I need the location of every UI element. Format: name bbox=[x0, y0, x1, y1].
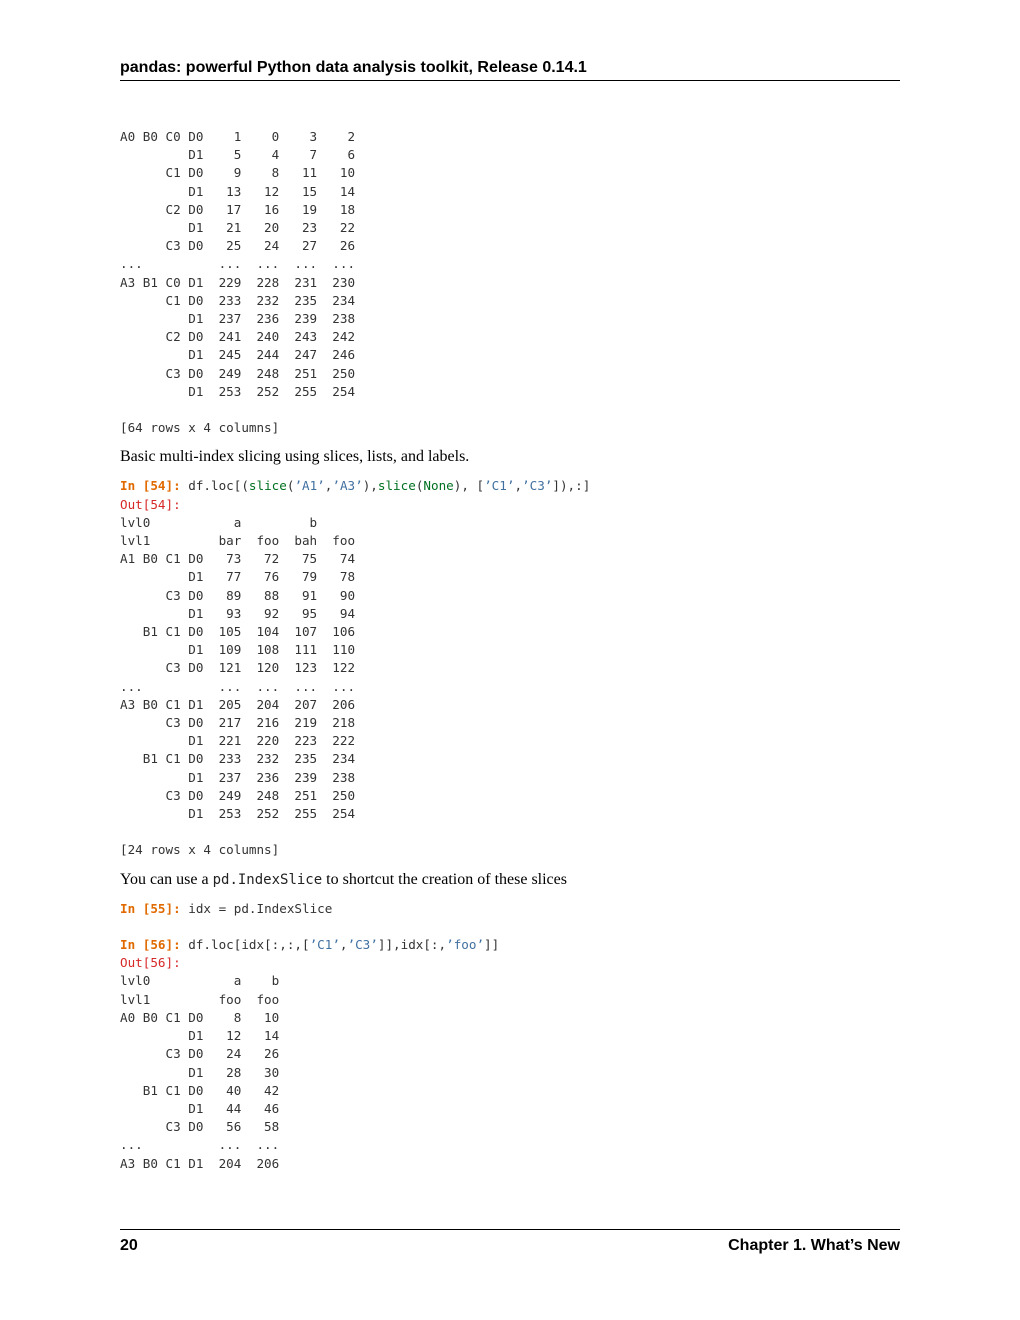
code-cell-55: In [55]: idx = pd.IndexSlice bbox=[120, 900, 333, 916]
inline-code-indexslice: pd.IndexSlice bbox=[212, 871, 323, 888]
output-summary-54: [24 rows x 4 columns] bbox=[120, 842, 280, 858]
code-cell-54: In [54]: df.loc[(slice(’A1’,’A3’),slice(None), [’C1’,’C3’]),:] bbox=[120, 478, 591, 494]
header-title: pandas: powerful Python data analysis toolkit, Release 0.14.1 bbox=[120, 59, 587, 76]
page-number: 20 bbox=[120, 1237, 138, 1254]
in-prompt-54: In [54]: bbox=[120, 478, 181, 494]
output-summary-1: [64 rows x 4 columns] bbox=[120, 420, 280, 436]
paragraph-indexslice: You can use a pd.IndexSlice to shortcut the creation of these slices bbox=[120, 870, 567, 888]
output-table-54: lvl0 a b lvl1 bar foo bah foo A1 B0 C1 D0 73 72 75 74 D1 77 76 79 78 C3 D0 89 88 91 90 D1 93 92 95 94 B1 C1 D0 105 104 107 106 D1 109 108 111 110 C3 D0 121 120 123 122 ... ... ... ... ... A3 B0 C1 D1 205 204 207 206 C3 D0 217 216 219 218 D1 221 220 223 222 B1 C1 D0 233 232 235 234 D1 237 236 239 238 C3 D0 249 248 251 250 D1 253 252 255 254 bbox=[120, 514, 356, 822]
page-footer bbox=[120, 1229, 900, 1255]
chapter-title: Chapter 1. What’s New bbox=[728, 1237, 900, 1254]
out-prompt-54: Out[54]: bbox=[120, 496, 181, 512]
out-prompt-56: Out[56]: bbox=[120, 955, 181, 971]
in-prompt-56: In [56]: bbox=[120, 937, 181, 953]
output-table-1: A0 B0 C0 D0 1 0 3 2 D1 5 4 7 6 C1 D0 9 8 11 10 D1 13 12 15 14 C2 D0 17 16 19 18 D1 21 20 23 22 C3 D0 25 24 27 26 ... ... ... ... ... A3 B1 C0 D1 229 228 231 230 C1 D0 233 232 235 234 D1 237 236 239 238 C2 D0 241 240 243 242 D1 245 244 247 246 C3 D0 249 248 251 250 D1 253 252 255 254 bbox=[120, 129, 356, 399]
page-header bbox=[120, 58, 900, 81]
in-prompt-55: In [55]: bbox=[120, 900, 181, 916]
code-cell-56: In [56]: df.loc[idx[:,:,[’C1’,’C3’]],idx[:,’foo’]] bbox=[120, 937, 500, 953]
output-table-56: lvl0 a b lvl1 foo foo A0 B0 C1 D0 8 10 D1 12 14 C3 D0 24 26 D1 28 30 B1 C1 D0 40 42 D1 44 46 C3 D0 56 58 ... ... ... A3 B0 C1 D1 204 206 bbox=[120, 973, 280, 1171]
paragraph-slicing: Basic multi-index slicing using slices, lists, and labels. bbox=[120, 448, 470, 466]
page-content bbox=[120, 128, 900, 1173]
